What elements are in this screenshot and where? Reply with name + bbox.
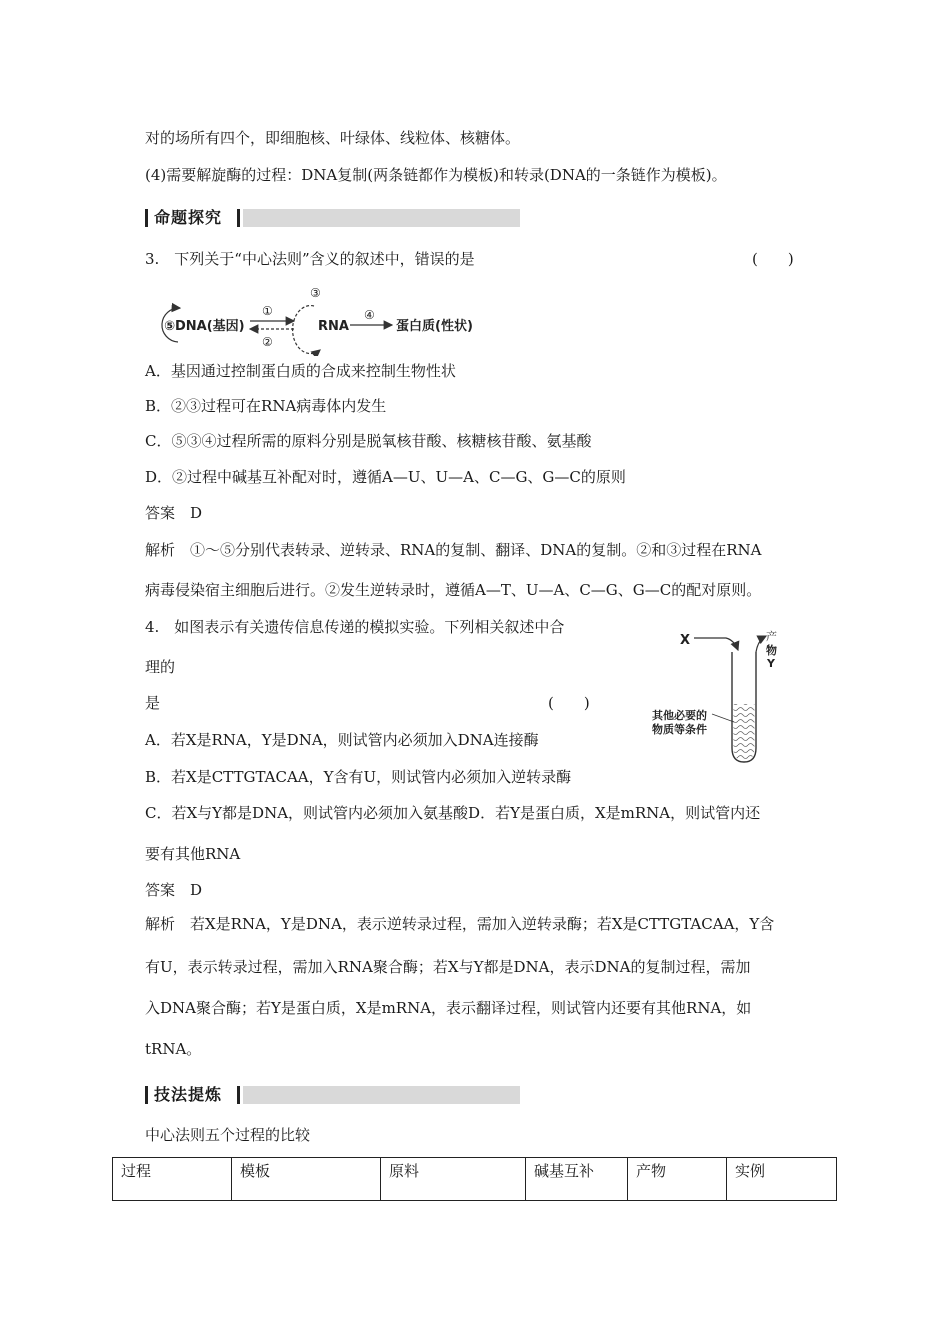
question-3-answer-blank: ( ) (752, 250, 794, 268)
section-band (243, 209, 520, 227)
header-cell-template: 模板 (232, 1158, 381, 1201)
question-3-analysis-line-1: 解析 ①～⑤分别代表转录、逆转录、RNA的复制、翻译、DNA的复制。②和③过程在RNA (145, 541, 762, 559)
question-3-option-b: B．②③过程可在RNA病毒体内发生 (145, 397, 387, 415)
caption-leader (712, 714, 734, 722)
caption-line-1: 其他必要的 (652, 709, 707, 722)
comparison-caption: 中心法则五个过程的比较 (145, 1126, 311, 1144)
section-marker-right (237, 1086, 240, 1104)
test-tube-diagram (648, 622, 808, 772)
caption-line-2: 物质等条件 (652, 723, 707, 736)
question-3-option-d: D．②过程中碱基互补配对时，遵循A—U、U—A、C—G、G—C的原则 (145, 468, 626, 486)
label-arrow-1: ① (262, 304, 273, 318)
comparison-table (112, 1157, 837, 1201)
section-marker-right (237, 209, 240, 227)
intro-line-2: (4)需要解旋酶的过程：DNA复制(两条链都作为模板)和转录(DNA的一条链作为模板)。 (145, 166, 727, 184)
output-arrow (756, 636, 766, 652)
section-header-proposition (145, 208, 520, 228)
question-4-analysis-line-3: 入DNA聚合酶；若Y是蛋白质，X是mRNA，表示翻译过程，则试管内还要有其他RNA，如 (145, 999, 752, 1017)
question-4-option-d-continued: 要有其他RNA (145, 845, 241, 863)
node-protein: 蛋白质(性状) (396, 319, 473, 334)
label-x: X (680, 633, 691, 648)
question-3-option-a: A．基因通过控制蛋白质的合成来控制生物性状 (145, 362, 456, 380)
label-arrow-3: ③ (310, 286, 321, 300)
section-band (243, 1086, 520, 1104)
label-product: 产 (766, 630, 777, 643)
question-4-analysis-line-1: 解析 若X是RNA，Y是DNA，表示逆转录过程，需加入逆转录酶；若X是CTTGTACAA，Y含 (145, 915, 775, 933)
question-3-option-c: C．⑤③④过程所需的原料分别是脱氧核苷酸、核糖核苷酸、氨基酸 (145, 432, 592, 450)
rna-replication-loop (293, 306, 320, 354)
section-header-technique (145, 1085, 520, 1105)
question-4-analysis-line-2: 有U，表示转录过程，需加入RNA聚合酶；若X与Y都是DNA，表示DNA的复制过程，需加 (145, 958, 751, 976)
header-cell-material: 原料 (381, 1158, 526, 1201)
question-4-option-a: A．若X是RNA，Y是DNA，则试管内必须加入DNA连接酶 (145, 731, 539, 749)
header-cell-example: 实例 (727, 1158, 837, 1201)
label-wu: 物 (766, 644, 777, 657)
tube-liquid (734, 704, 755, 761)
question-4-option-c: C．若X与Y都是DNA，则试管内必须加入氨基酸D．若Y是蛋白质，X是mRNA，则试管内还 (145, 804, 761, 822)
question-3-analysis-line-2: 病毒侵染宿主细胞后进行。②发生逆转录时，遵循A—T、U—A、C—G、G—C的配对原则。 (145, 581, 762, 599)
intro-line-1: 对的场所有四个，即细胞核、叶绿体、线粒体、核糖体。 (145, 129, 521, 147)
label-y: Y (767, 657, 775, 670)
central-dogma-diagram (158, 284, 478, 356)
question-3-stem: 3. 下列关于“中心法则”含义的叙述中，错误的是 (145, 250, 475, 268)
section-title: 命题探究 (154, 208, 223, 227)
table-header-row (113, 1158, 837, 1201)
question-4-stem-line-3: 是 (145, 694, 161, 712)
node-dna: ⑤DNA(基因) (164, 319, 245, 334)
question-3-answer: 答案 D (145, 504, 203, 522)
question-4-analysis-line-4: tRNA。 (145, 1040, 202, 1058)
label-arrow-2: ② (262, 335, 273, 349)
input-arrow (694, 638, 738, 650)
question-4-option-b: B．若X是CTTGTACAA，Y含有U，则试管内必须加入逆转录酶 (145, 768, 572, 786)
question-4-stem-line-1: 4. 如图表示有关遗传信息传递的模拟实验。下列相关叙述中合 (145, 618, 565, 636)
question-4-answer: 答案 D (145, 881, 203, 899)
question-4-stem-line-2: 理的 (145, 658, 176, 676)
label-arrow-4: ④ (364, 308, 375, 322)
header-cell-base-pairing: 碱基互补 (526, 1158, 628, 1201)
section-marker-left (145, 1086, 148, 1104)
header-cell-product: 产物 (628, 1158, 727, 1201)
header-cell-process: 过程 (113, 1158, 232, 1201)
question-4-answer-blank: ( ) (548, 694, 590, 712)
node-rna: RNA (318, 319, 349, 334)
section-marker-left (145, 209, 148, 227)
section-title: 技法提炼 (154, 1085, 223, 1104)
